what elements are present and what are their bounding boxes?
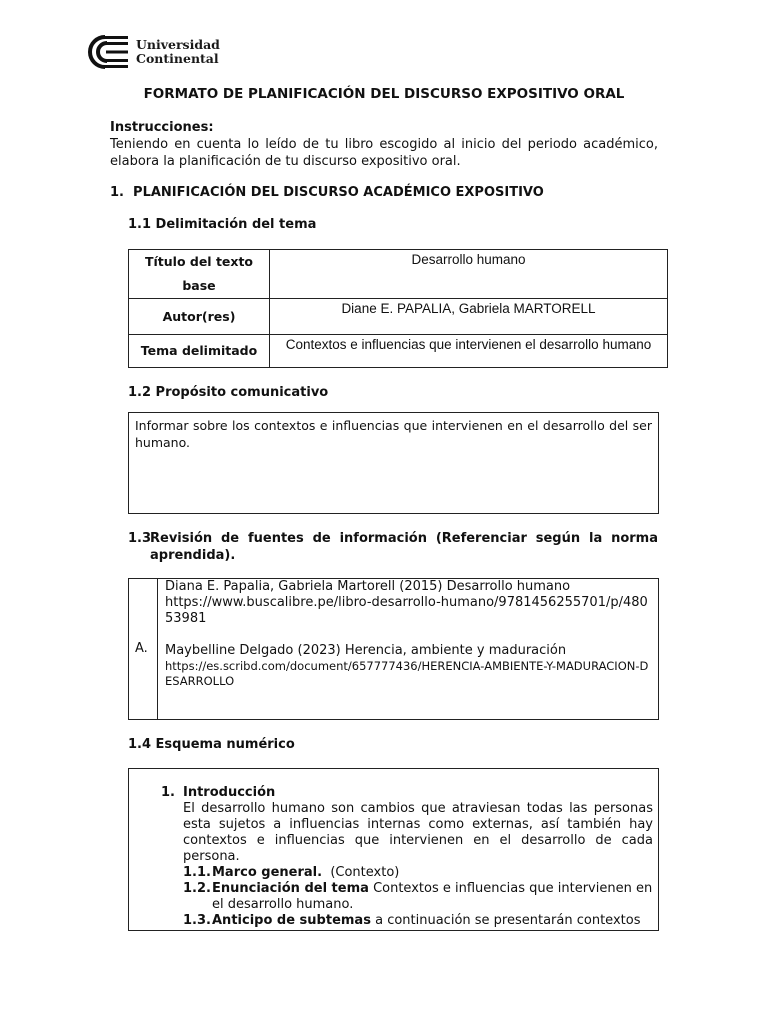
list-item: 1. Introducción [161, 785, 276, 800]
section-1-2-heading: 1.2 Propósito comunicativo [128, 385, 329, 400]
document-title: FORMATO DE PLANIFICACIÓN DEL DISCURSO EXPOSITIVO ORAL [143, 86, 625, 102]
topic-label: Tema delimitado [129, 335, 270, 368]
table-row [129, 299, 668, 335]
instructions-label: Instrucciones: [110, 120, 214, 135]
list-item: 1.2. Enunciación del tema Contextos e influencias que intervienen en el desarrollo humano. [183, 881, 653, 912]
references-list [165, 579, 655, 689]
author-label: Autor(res) [129, 299, 270, 335]
reference-1-link[interactable]: https://www.buscalibre.pe/libro-desarrollo-humano/9781456255701/p/48053981 [165, 595, 648, 626]
reference-1-text: Diana E. Papalia, Gabriela Martorell (2015) Desarrollo humano [165, 579, 571, 594]
author-value: Diane E. PAPALIA, Gabriela MARTORELL [270, 299, 668, 335]
topic-table [128, 249, 668, 368]
scheme-box [128, 768, 659, 931]
logo-text: Universidad Continental [136, 37, 220, 66]
instructions-text: Teniendo en cuenta lo leído de tu libro escogido al inicio del periodo académico, elabora la planificación de tu discurso expositivo oral. [110, 137, 658, 169]
university-logo [80, 34, 220, 70]
title-value: Desarrollo humano [270, 250, 668, 299]
section-1-4-heading: 1.4 Esquema numérico [128, 737, 295, 752]
list-item: 1.3. Anticipo de subtemas a continuación se presentarán contextos [183, 913, 641, 928]
reference-letter: A. [135, 641, 148, 656]
title-label: Título del texto base [129, 250, 270, 299]
intro-text: El desarrollo humano son cambios que atraviesan todas las personas esta sujetos a influencias internas como externas, así también hay contextos e influencias que intervienen en el desarrollo de cada persona. [183, 801, 653, 864]
table-row [129, 250, 668, 299]
section-1-heading: 1. PLANIFICACIÓN DEL DISCURSO ACADÉMICO EXPOSITIVO [110, 185, 544, 200]
section-1-1-heading: 1.1 Delimitación del tema [128, 217, 317, 232]
references-box [128, 578, 659, 720]
column-divider [157, 578, 158, 720]
section-1-3-heading: 1.3Revisión de fuentes de información (Referenciar según la norma aprendida). [128, 531, 658, 563]
continental-logo-icon [80, 34, 130, 70]
reference-2-text: Maybelline Delgado (2023) Herencia, ambiente y maduración [165, 643, 567, 658]
table-row [129, 335, 668, 368]
scheme-content [161, 785, 653, 929]
reference-2-link[interactable]: https://es.scribd.com/document/657777436/HERENCIA-AMBIENTE-Y-MADURACION-DESARROLLO [165, 659, 649, 688]
topic-value: Contextos e influencias que intervienen el desarrollo humano [270, 335, 668, 368]
purpose-box: Informar sobre los contextos e influencias que intervienen en el desarrollo del ser humano. [128, 412, 659, 514]
list-item: 1.1. Marco general. (Contexto) [183, 865, 400, 880]
instructions [110, 119, 658, 170]
